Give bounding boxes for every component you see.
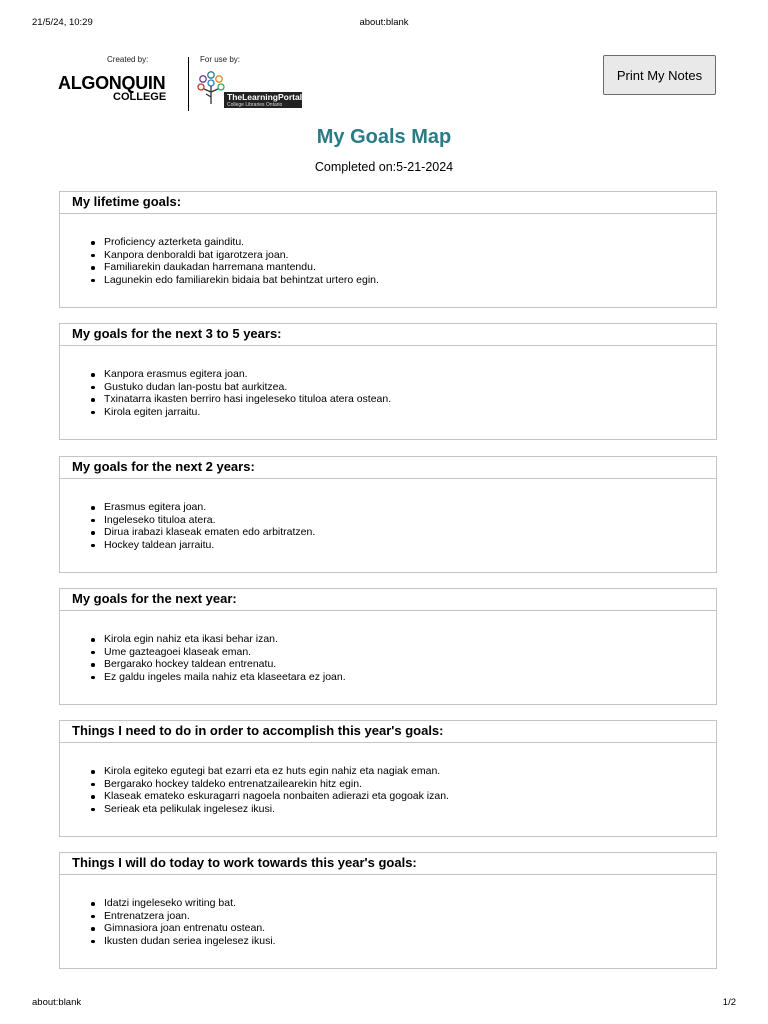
goal-list <box>90 765 449 815</box>
logo-area <box>58 55 308 111</box>
list-item: Lagunekin edo familiarekin bidaia bat behintzat urtero egin. <box>90 274 379 287</box>
section-goals-2-years <box>59 456 717 573</box>
section-heading: My lifetime goals: <box>60 192 716 214</box>
print-footer-url: about:blank <box>32 997 82 1008</box>
list-item: Erasmus egitera joan. <box>90 501 315 514</box>
list-item: Ingeleseko tituloa atera. <box>90 514 315 527</box>
goal-list <box>90 501 315 551</box>
list-item: Kanpora erasmus egitera joan. <box>90 368 391 381</box>
list-item: Txinatarra ikasten berriro hasi ingeleseko tituloa atera ostean. <box>90 393 391 406</box>
list-item: Gimnasiora joan entrenatu ostean. <box>90 922 276 935</box>
section-heading: Things I need to do in order to accomplish this year's goals: <box>60 721 716 743</box>
list-item: Idatzi ingeleseko writing bat. <box>90 897 276 910</box>
list-item: Kirola egiteko egutegi bat ezarri eta ez huts egin nahiz eta nagiak eman. <box>90 765 449 778</box>
list-item: Proficiency azterketa gainditu. <box>90 236 379 249</box>
list-item: Kirola egin nahiz eta ikasi behar izan. <box>90 633 346 646</box>
goal-list <box>90 633 346 683</box>
page-title: My Goals Map <box>316 126 452 148</box>
print-datetime: 21/5/24, 10:29 <box>32 17 93 28</box>
section-lifetime-goals <box>59 191 717 308</box>
section-goals-3-to-5-years <box>59 323 717 440</box>
print-page-title: about:blank <box>359 17 409 28</box>
learning-portal-tree-icon <box>196 70 226 106</box>
section-things-today <box>59 852 717 969</box>
section-heading: My goals for the next year: <box>60 589 716 611</box>
print-page-count: 1/2 <box>722 997 736 1008</box>
section-heading: My goals for the next 2 years: <box>60 457 716 479</box>
list-item: Ume gazteagoei klaseak eman. <box>90 646 346 659</box>
goal-list <box>90 236 379 286</box>
section-heading: Things I will do today to work towards this year's goals: <box>60 853 716 875</box>
list-item: Bergarako hockey taldeko entrenatzailearekin hitz egin. <box>90 778 449 791</box>
section-heading: My goals for the next 3 to 5 years: <box>60 324 716 346</box>
completed-on-date: Completed on:5-21-2024 <box>314 160 454 174</box>
list-item: Dirua irabazi klaseak ematen edo arbitratzen. <box>90 526 315 539</box>
goal-list <box>90 897 276 947</box>
section-things-to-accomplish <box>59 720 717 837</box>
college-label: COLLEGE <box>113 91 167 103</box>
list-item: Familiarekin daukadan harremana mantendu. <box>90 261 379 274</box>
goal-list <box>90 368 391 418</box>
learning-portal-name: TheLearningPortal <box>227 92 303 102</box>
list-item: Bergarako hockey taldean entrenatu. <box>90 658 346 671</box>
print-footer <box>32 997 736 1008</box>
list-item: Hockey taldean jarraitu. <box>90 539 315 552</box>
list-item: Ez galdu ingeles maila nahiz eta klaseetara ez joan. <box>90 671 346 684</box>
print-header <box>32 17 736 28</box>
list-item: Serieak eta pelikulak ingelesez ikusi. <box>90 803 449 816</box>
learning-portal-subtitle: College Libraries Ontario <box>227 102 283 108</box>
list-item: Kirola egiten jarraitu. <box>90 406 391 419</box>
list-item: Gustuko dudan lan-postu bat aurkitzea. <box>90 381 391 394</box>
section-goals-next-year <box>59 588 717 705</box>
algonquin-logo: ALGONQUIN <box>58 73 166 93</box>
created-by-label: Created by: <box>107 55 149 64</box>
list-item: Kanpora denboraldi bat igarotzera joan. <box>90 249 379 262</box>
print-my-notes-button[interactable]: Print My Notes <box>603 55 716 95</box>
list-item: Klaseak emateko eskuragarri nagoela nonbaiten adierazi eta gogoak izan. <box>90 790 449 803</box>
learning-portal-logo <box>224 92 302 108</box>
for-use-by-label: For use by: <box>200 55 241 64</box>
list-item: Ikusten dudan seriea ingelesez ikusi. <box>90 935 276 948</box>
logo-divider <box>188 57 189 111</box>
list-item: Entrenatzera joan. <box>90 910 276 923</box>
